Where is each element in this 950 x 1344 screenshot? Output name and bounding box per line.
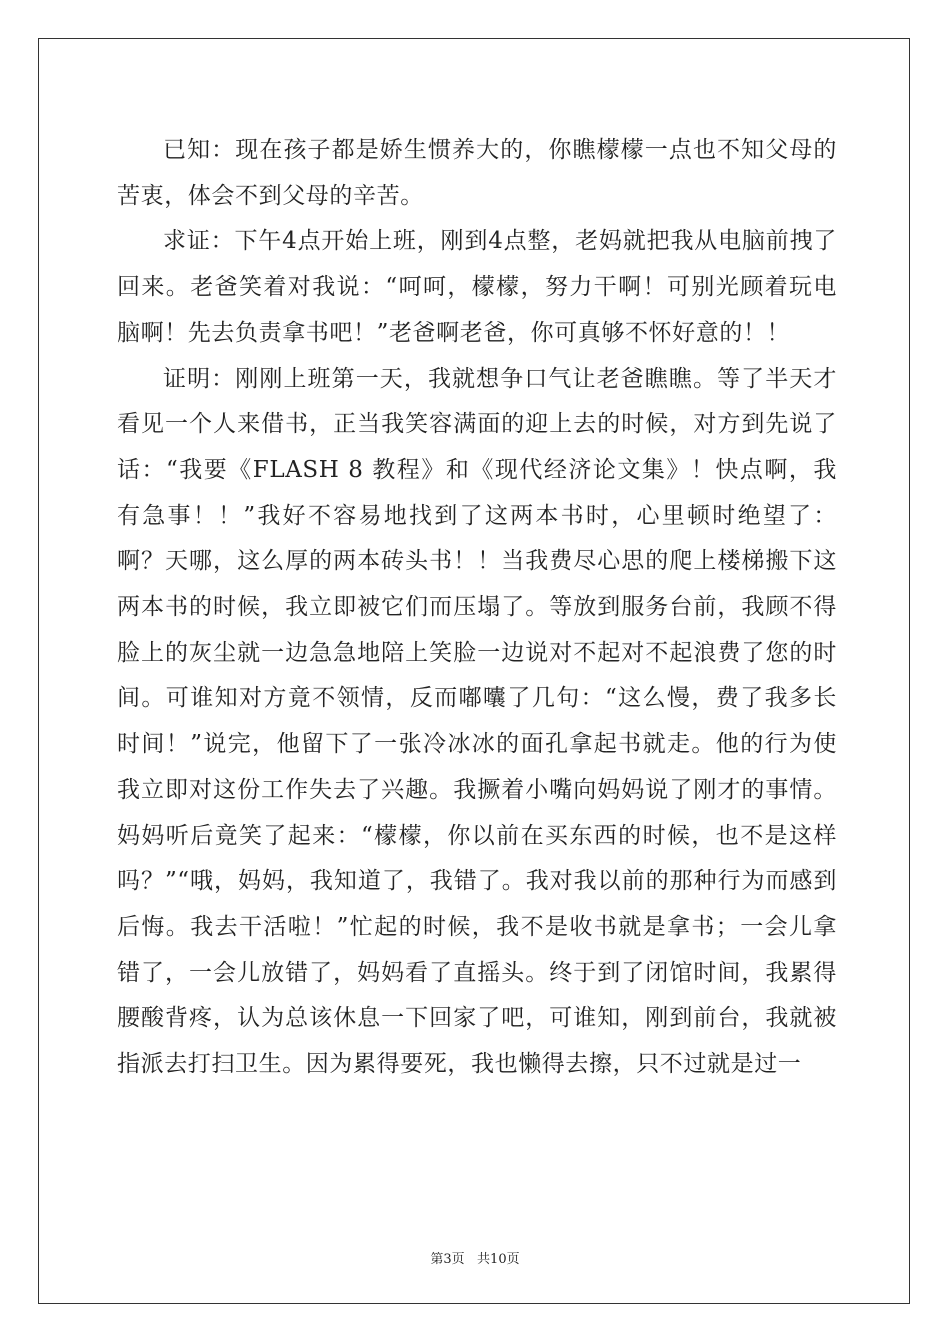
paragraph-prove: 求证：下午4点开始上班，刚到4点整，老妈就把我从电脑前拽了回来。老爸笑着对我说：“呵呵，檬檬，努力干啊！可别光顾着玩电脑啊！先去负责拿书吧！”老爸啊老爸，你可真够不怀好意的！！ [117,228,837,346]
page-number-footer: 第3页 共10页 [430,1252,520,1267]
paragraph-proof: 证明：刚刚上班第一天，我就想争口气让老爸瞧瞧。等了半天才看见一个人来借书，正当我笑容满面的迎上去的时候，对方到先说了话：“我要《FLASH 8 教程》和《现代经济论文集》！快点啊，我有急事！！”我好不容易地找到了这两本书时，心里顿时绝望了：啊？天哪，这么厚的两本砖头书！！当我费尽心思的爬上楼梯搬下这两本书的时候，我立即被它们而压塌了。等放到服务台前，我顾不得脸上的灰尘就一边急急地陪上笑脸一边说对不起对不起浪费了您的时间。可谁知对方竟不领情，反而嘟囔了几句：“这么慢，费了我多长时间！”说完，他留下了一张冷冰冰的面孔拿起书就走。他的行为使我立即对这份工作失去了兴趣。我撅着小嘴向妈妈说了刚才的事情。妈妈听后竟笑了起来：“檬檬，你以前在买东西的时候，也不是这样吗？”“哦，妈妈，我知道了，我错了。我对我以前的那种行为而感到后悔。我去干活啦！”忙起的时候，我不是收书就是拿书；一会儿拿错了，一会儿放错了，妈妈看了直摇头。终于到了闭馆时间，我累得腰酸背疼，认为总该休息一下回家了吧，可谁知，刚到前台，我就被指派去打扫卫生。因为累得要死，我也懒得去擦，只不过就是过一 [117,365,837,1078]
paragraph-given: 已知：现在孩子都是娇生惯养大的，你瞧檬檬一点也不知父母的苦衷，体会不到父母的辛苦。 [117,137,837,209]
document-body [117,128,837,1088]
